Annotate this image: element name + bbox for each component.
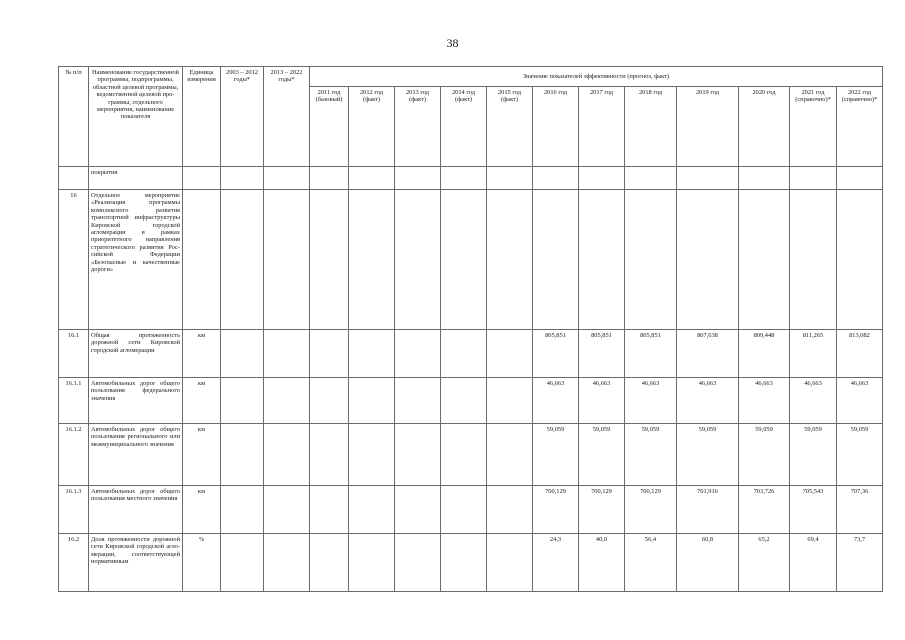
value-cell: [625, 190, 677, 330]
period-2003-2012-cell: [221, 424, 264, 486]
value-cell: 811,265: [790, 330, 837, 378]
value-cell: [579, 190, 625, 330]
value-cell: 59,059: [739, 424, 790, 486]
period-2013-2022-cell: [264, 190, 310, 330]
value-cell: [395, 534, 441, 592]
value-cell: [739, 190, 790, 330]
value-cell: [739, 167, 790, 190]
row-number-cell: 16.1.1: [59, 378, 89, 424]
value-cell: [310, 190, 349, 330]
value-cell: 703,726: [739, 486, 790, 534]
value-cell: [349, 167, 395, 190]
value-cell: 805,851: [579, 330, 625, 378]
value-cell: [487, 378, 533, 424]
indicator-name-cell: Автомобильных дорог общего пользования регионального или межмуниципального значения: [89, 424, 183, 486]
value-cell: 705,543: [790, 486, 837, 534]
value-cell: [441, 534, 487, 592]
col-header-unit: Единица измерения: [183, 67, 221, 167]
page-number: 38: [446, 36, 459, 50]
value-cell: 65,2: [739, 534, 790, 592]
value-cell: [310, 167, 349, 190]
value-cell: 807,638: [677, 330, 739, 378]
header-row-top: [59, 67, 883, 87]
unit-cell: [183, 190, 221, 330]
value-cell: [441, 378, 487, 424]
indicator-name-cell: Автомобильных дорог общего пользования федерального значения: [89, 378, 183, 424]
value-cell: [677, 167, 739, 190]
value-cell: 59,059: [533, 424, 579, 486]
value-cell: [790, 167, 837, 190]
table-row: [59, 330, 883, 378]
table-row: [59, 486, 883, 534]
value-cell: [349, 534, 395, 592]
value-cell: [441, 167, 487, 190]
value-cell: 40,0: [579, 534, 625, 592]
table-row: [59, 167, 883, 190]
period-2003-2012-cell: [221, 486, 264, 534]
col-header-values-title: Значение показателей эффективности (прогноз, факт): [310, 67, 883, 87]
value-cell: [625, 167, 677, 190]
unit-cell: км: [183, 486, 221, 534]
year-header: 2016 год: [533, 87, 579, 167]
row-number-cell: 16.1: [59, 330, 89, 378]
value-cell: 59,059: [579, 424, 625, 486]
col-header-num: № п/п: [59, 67, 89, 167]
row-number-cell: 16.1.3: [59, 486, 89, 534]
period-2003-2012-cell: [221, 190, 264, 330]
value-cell: [837, 190, 883, 330]
period-2013-2022-cell: [264, 534, 310, 592]
value-cell: 707,36: [837, 486, 883, 534]
value-cell: [349, 190, 395, 330]
value-cell: 813,082: [837, 330, 883, 378]
value-cell: [395, 378, 441, 424]
unit-cell: км: [183, 330, 221, 378]
year-header: 2012 год (факт): [349, 87, 395, 167]
value-cell: [310, 378, 349, 424]
value-cell: [349, 424, 395, 486]
value-cell: 805,851: [625, 330, 677, 378]
value-cell: [487, 424, 533, 486]
value-cell: [677, 190, 739, 330]
indicator-name-cell: Общая протяженность дорожной сети Кировской городской агломерации: [89, 330, 183, 378]
period-2003-2012-cell: [221, 378, 264, 424]
value-cell: [487, 167, 533, 190]
year-header: 2011 год (базовый): [310, 87, 349, 167]
value-cell: 59,059: [677, 424, 739, 486]
col-header-2003-2012: 2003 – 2012 годы*: [221, 67, 264, 167]
year-header: 2015 год (факт): [487, 87, 533, 167]
value-cell: 700,129: [625, 486, 677, 534]
value-cell: 46,663: [579, 378, 625, 424]
period-2003-2012-cell: [221, 330, 264, 378]
indicators-table: [58, 66, 883, 592]
value-cell: [837, 167, 883, 190]
value-cell: [533, 190, 579, 330]
value-cell: 700,129: [579, 486, 625, 534]
value-cell: [487, 190, 533, 330]
row-number-cell: [59, 167, 89, 190]
value-cell: 24,3: [533, 534, 579, 592]
value-cell: 809,448: [739, 330, 790, 378]
value-cell: [533, 167, 579, 190]
year-header: 2017 год: [579, 87, 625, 167]
year-header: 2022 год (справочно)*: [837, 87, 883, 167]
value-cell: [310, 486, 349, 534]
value-cell: [349, 378, 395, 424]
value-cell: [395, 167, 441, 190]
period-2003-2012-cell: [221, 534, 264, 592]
row-number-cell: 16: [59, 190, 89, 330]
indicator-name-cell: Отдельное мероприятие «Реализация программы комплексного развития транспортной инфраструктуры Кировской городской агломерации в рамках приоритетного направления стратегического развития Российской Федерации «Безопасные и качественные дороги»: [89, 190, 183, 330]
value-cell: 69,4: [790, 534, 837, 592]
value-cell: 73,7: [837, 534, 883, 592]
value-cell: [790, 190, 837, 330]
value-cell: [395, 190, 441, 330]
year-header: 2014 год (факт): [441, 87, 487, 167]
table-row: [59, 190, 883, 330]
value-cell: 46,663: [625, 378, 677, 424]
value-cell: 59,059: [790, 424, 837, 486]
period-2013-2022-cell: [264, 378, 310, 424]
value-cell: 46,663: [533, 378, 579, 424]
value-cell: 60,8: [677, 534, 739, 592]
value-cell: [310, 424, 349, 486]
col-header-2013-2022: 2013 – 2022 годы*: [264, 67, 310, 167]
value-cell: 700,129: [533, 486, 579, 534]
year-header: 2018 год: [625, 87, 677, 167]
col-header-name: Наименование государственной программы, подпрограммы, областной целевой программы, ведомственной целевой программы, отдельного мероприятия, наименование показателя: [89, 67, 183, 167]
period-2013-2022-cell: [264, 167, 310, 190]
value-cell: 46,663: [739, 378, 790, 424]
row-number-cell: 16.1.2: [59, 424, 89, 486]
indicator-name-cell: покрытия: [89, 167, 183, 190]
year-header: 2019 год: [677, 87, 739, 167]
value-cell: [349, 330, 395, 378]
value-cell: [487, 486, 533, 534]
period-2013-2022-cell: [264, 424, 310, 486]
value-cell: 46,663: [837, 378, 883, 424]
value-cell: [349, 486, 395, 534]
unit-cell: %: [183, 534, 221, 592]
unit-cell: км: [183, 424, 221, 486]
year-header: 2020 год: [739, 87, 790, 167]
value-cell: 46,663: [790, 378, 837, 424]
value-cell: 56,4: [625, 534, 677, 592]
value-cell: 701,916: [677, 486, 739, 534]
value-cell: [395, 486, 441, 534]
value-cell: [441, 424, 487, 486]
value-cell: [441, 330, 487, 378]
period-2013-2022-cell: [264, 486, 310, 534]
row-number-cell: 16.2: [59, 534, 89, 592]
value-cell: [310, 534, 349, 592]
value-cell: [487, 330, 533, 378]
value-cell: [487, 534, 533, 592]
value-cell: 805,851: [533, 330, 579, 378]
unit-cell: км: [183, 378, 221, 424]
value-cell: [441, 486, 487, 534]
value-cell: 59,059: [625, 424, 677, 486]
value-cell: [441, 190, 487, 330]
table-row: [59, 378, 883, 424]
table-row: [59, 424, 883, 486]
value-cell: [310, 330, 349, 378]
value-cell: [395, 424, 441, 486]
value-cell: 46,663: [677, 378, 739, 424]
value-cell: [579, 167, 625, 190]
indicator-name-cell: Автомобильных дорог общего пользования местного значения: [89, 486, 183, 534]
value-cell: 59,059: [837, 424, 883, 486]
value-cell: [395, 330, 441, 378]
year-header: 2013 год (факт): [395, 87, 441, 167]
table-row: [59, 534, 883, 592]
period-2003-2012-cell: [221, 167, 264, 190]
unit-cell: [183, 167, 221, 190]
indicator-name-cell: Доля протяженности дорожной сети Кировской городской агломерации, соответствующей нормативным: [89, 534, 183, 592]
period-2013-2022-cell: [264, 330, 310, 378]
year-header: 2021 год (справочно)*: [790, 87, 837, 167]
